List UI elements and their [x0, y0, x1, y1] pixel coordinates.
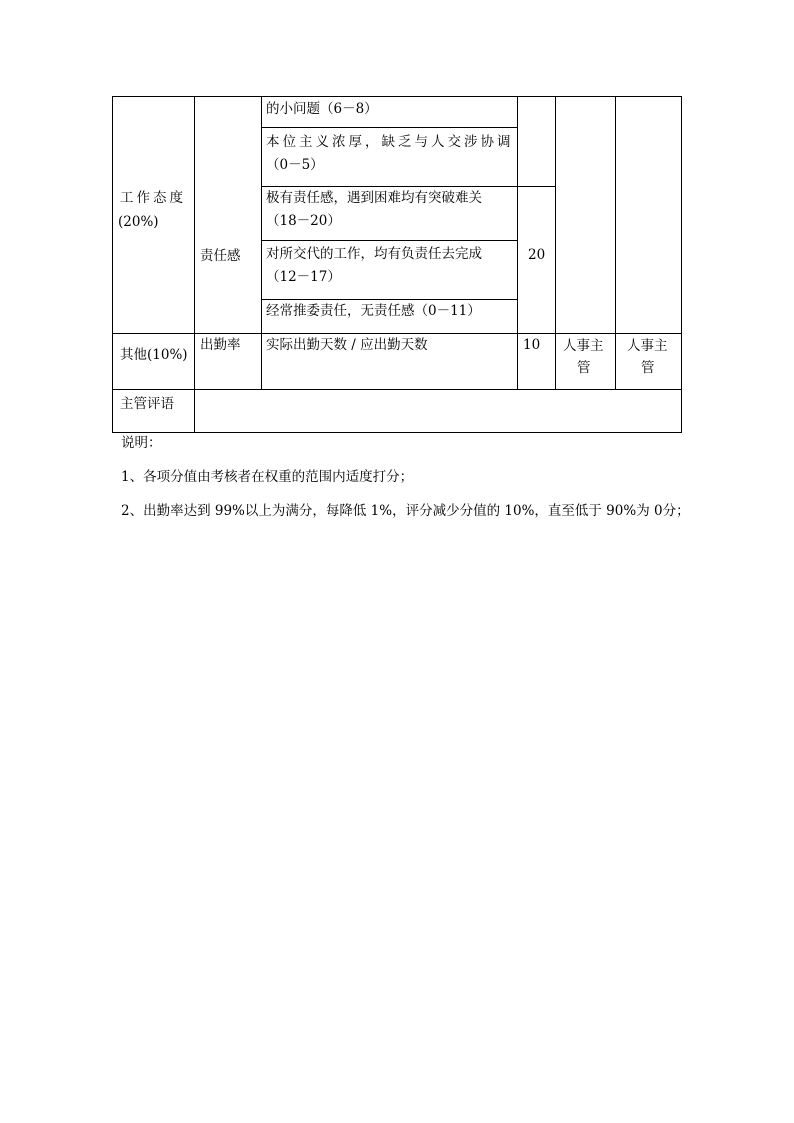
- reviewer-text: 管: [641, 360, 655, 376]
- category-weight: (20%): [118, 214, 159, 230]
- reviewer-text: 管: [577, 360, 591, 376]
- row-divider: [261, 127, 517, 128]
- table-border-bottom: [112, 432, 682, 433]
- row-divider: [261, 240, 517, 241]
- col-divider: [615, 96, 616, 390]
- score-value: 20: [528, 247, 546, 263]
- reviewer-text: 人事主: [563, 338, 604, 354]
- col-divider: [261, 96, 262, 390]
- criteria-text: 经常推委责任，无责任感（0－11）: [266, 303, 481, 319]
- criteria-text: 的小问题（6－8）: [266, 101, 378, 117]
- category-label: 工作态度: [120, 190, 186, 206]
- criteria-text: 极有责任感，遇到困难均有突破难关: [266, 190, 482, 206]
- score-value: 10: [523, 337, 541, 353]
- sub-item-label: 责任感: [200, 248, 241, 264]
- note-item: 2、出勤率达到 99%以上为满分，每降低 1%，评分减少分值的 10%，直至低于 90%为 0分；: [121, 503, 690, 519]
- criteria-range: （18－20）: [266, 213, 341, 229]
- criteria-text: 实际出勤天数 / 应出勤天数: [266, 337, 428, 353]
- col-divider: [555, 96, 556, 390]
- criteria-range: （0－5）: [266, 157, 324, 173]
- col-divider: [517, 96, 518, 390]
- table-border-top: [112, 96, 682, 97]
- notes-heading: 说明：: [121, 435, 162, 451]
- row-divider: [112, 389, 682, 390]
- col-divider: [194, 96, 195, 433]
- criteria-range: （12－17）: [266, 269, 341, 285]
- sub-item-label: 出勤率: [200, 337, 241, 353]
- note-item: 1、各项分值由考核者在权重的范围内适度打分；: [121, 469, 414, 485]
- supervisor-comment-label: 主管评语: [120, 396, 174, 412]
- criteria-text: 本位主义浓厚，缺乏与人交涉协调: [266, 134, 514, 150]
- category-label: 其他(10%): [120, 347, 188, 363]
- criteria-text: 对所交代的工作，均有负责任去完成: [266, 246, 482, 262]
- table-border-left: [112, 96, 113, 433]
- reviewer-text: 人事主: [627, 338, 668, 354]
- table-border-right: [681, 96, 682, 433]
